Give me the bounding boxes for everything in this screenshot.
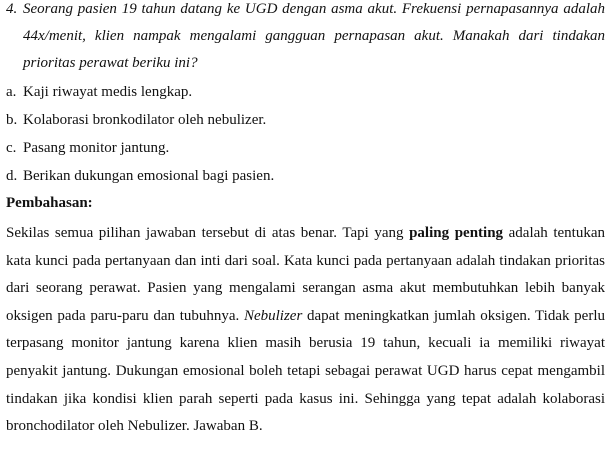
option-letter: d.: [6, 168, 18, 184]
question-number: 4.: [6, 1, 18, 17]
discussion-text-1: Sekilas semua pilihan jawaban tersebut di atas benar. Tapi yang: [6, 225, 410, 241]
option-letter: b.: [6, 112, 18, 128]
option-text: Kaji riwayat medis lengkap.: [23, 84, 193, 100]
option-letter: c.: [6, 140, 17, 156]
option-a: [6, 78, 605, 106]
option-text: Pasang monitor jantung.: [23, 140, 170, 156]
discussion-heading: Pembahasan:: [6, 195, 93, 211]
question-text: Seorang pasien 19 tahun datang ke UGD dengan asma akut. Frekuensi pernapasannya adalah 44x/menit, klien nampak mengalami gangguan pernapasan akut. Manakah dari tindakan prioritas perawat beriku ini?: [23, 1, 605, 71]
option-c: [6, 134, 605, 162]
discussion-bold-phrase: paling penting: [409, 225, 504, 241]
discussion-text-2: adalah tentukan kata kunci pada pertanyaan dan inti dari soal. Kata kunci pada pertanyaan adalah tindakan prioritas dari seorang perawat. Pasien yang mengalami serangan asma akut membutuhkan lebih banyak oksigen pada paru-paru dan tubuhnya.: [6, 225, 605, 324]
option-d: [6, 162, 605, 190]
question-block: [6, 0, 605, 77]
discussion-paragraph: [6, 220, 605, 441]
discussion-italic-term: Nebulizer: [243, 307, 303, 324]
option-text: Kolaborasi bronkodilator oleh nebulizer.: [23, 112, 267, 128]
discussion-text-3: dapat meningkatkan jumlah oksigen. Tidak perlu terpasang monitor jantung karena klien masih berusia 19 tahun, kecuali ia memiliki riwayat penyakit jantung. Dukungan emosional boleh tetapi sebagai perawat UGD harus cepat mengambil tindakan jika kondisi klien parah seperti pada kasus ini. Sehingga yang tepat adalah kolaborasi bronchodilator oleh Nebulizer. Jawaban B.: [6, 307, 605, 435]
option-b: [6, 106, 605, 134]
option-text: Berikan dukungan emosional bagi pasien.: [23, 168, 275, 184]
answer-options: [6, 78, 605, 190]
option-letter: a.: [6, 84, 17, 100]
